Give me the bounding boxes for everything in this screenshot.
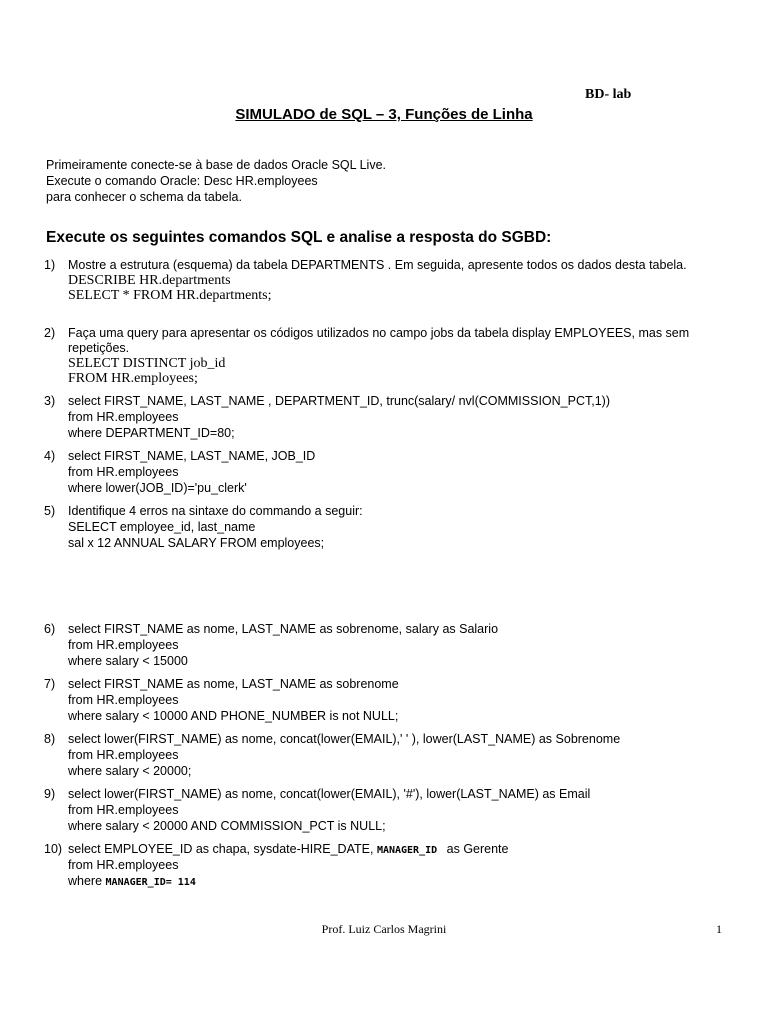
sql-code-line: from HR.employees <box>68 693 179 707</box>
sql-code-line: DESCRIBE HR.departments <box>68 273 231 288</box>
item-number: 7) <box>44 677 56 691</box>
sql-code-fragment: select EMPLOYEE_ID as chapa, sysdate-HIRE_DATE, <box>68 842 374 856</box>
item-number: 8) <box>44 732 56 746</box>
sql-code-line: where DEPARTMENT_ID=80; <box>68 426 235 440</box>
sql-code-line: select FIRST_NAME as nome, LAST_NAME as sobrenome, salary as Salario <box>68 622 499 636</box>
course-badge: BD- lab <box>585 87 632 102</box>
sql-code-line <box>68 873 196 891</box>
item-number: 3) <box>44 394 56 408</box>
sql-code-line: select FIRST_NAME as nome, LAST_NAME as sobrenome <box>68 677 399 691</box>
intro-line-2: Execute o comando Oracle: Desc HR.employees <box>46 174 318 188</box>
sql-code-line: from HR.employees <box>68 465 179 479</box>
item-number: 4) <box>44 449 56 463</box>
item-text: repetições. <box>68 341 130 355</box>
sql-code-line: sal x 12 ANNUAL SALARY FROM employees; <box>68 536 325 550</box>
sql-code-fragment: where <box>68 874 103 888</box>
sql-code-line: from HR.employees <box>68 410 179 424</box>
intro-line-3: para conhecer o schema da tabela. <box>46 190 242 204</box>
sql-code-line: where salary < 20000; <box>68 764 192 778</box>
item-text: Faça uma query para apresentar os códigos utilizados no campo jobs da tabela display EMPLOYEES, mas sem <box>68 326 690 340</box>
sql-code-line: where salary < 15000 <box>68 654 188 668</box>
footer-author: Prof. Luiz Carlos Magrini <box>321 922 447 936</box>
sql-code-line: SELECT employee_id, last_name <box>68 520 256 534</box>
intro-line-1: Primeiramente conecte-se à base de dados Oracle SQL Live. <box>46 158 386 172</box>
page-number: 1 <box>716 922 722 936</box>
item-number: 5) <box>44 504 56 518</box>
sql-code-line: from HR.employees <box>68 638 179 652</box>
item-number: 6) <box>44 622 56 636</box>
item-number: 10) <box>44 842 63 856</box>
sql-code-fragment: as Gerente <box>446 842 509 856</box>
sql-code-line: FROM HR.employees; <box>68 371 198 386</box>
page-title: SIMULADO de SQL – 3, Funções de Linha <box>235 106 533 123</box>
sql-code-line: from HR.employees <box>68 803 179 817</box>
sql-column-name: MANAGER_ID <box>376 845 438 856</box>
sql-column-name: MANAGER_ID= 114 <box>105 877 196 888</box>
item-number: 9) <box>44 787 56 801</box>
sql-code-line: select FIRST_NAME, LAST_NAME, JOB_ID <box>68 449 316 463</box>
sql-code-line: from HR.employees <box>68 748 179 762</box>
sql-code-line: SELECT DISTINCT job_id <box>68 356 226 371</box>
sql-code-line: select lower(FIRST_NAME) as nome, concat(lower(EMAIL),' ' ), lower(LAST_NAME) as Sobrenome <box>68 732 621 746</box>
sql-code-line: select lower(FIRST_NAME) as nome, concat(lower(EMAIL), '#'), lower(LAST_NAME) as Email <box>68 787 591 801</box>
item-text: Identifique 4 erros na sintaxe do commando a seguir: <box>68 504 363 518</box>
sql-code-line: SELECT * FROM HR.departments; <box>68 288 272 303</box>
sql-code-line: where lower(JOB_ID)='pu_clerk' <box>68 481 247 495</box>
sql-code-line: select FIRST_NAME, LAST_NAME , DEPARTMENT_ID, trunc(salary/ nvl(COMMISSION_PCT,1)) <box>68 394 610 408</box>
sql-code-line: where salary < 20000 AND COMMISSION_PCT is NULL; <box>68 819 386 833</box>
section-heading: Execute os seguintes comandos SQL e analise a resposta do SGBD: <box>46 229 552 246</box>
item-number: 1) <box>44 258 56 272</box>
item-text: Mostre a estrutura (esquema) da tabela DEPARTMENTS . Em seguida, apresente todos os dados desta tabela. <box>68 258 687 272</box>
sql-code-line: from HR.employees <box>68 858 179 872</box>
sql-code-line: where salary < 10000 AND PHONE_NUMBER is not NULL; <box>68 709 399 723</box>
item-number: 2) <box>44 326 56 340</box>
